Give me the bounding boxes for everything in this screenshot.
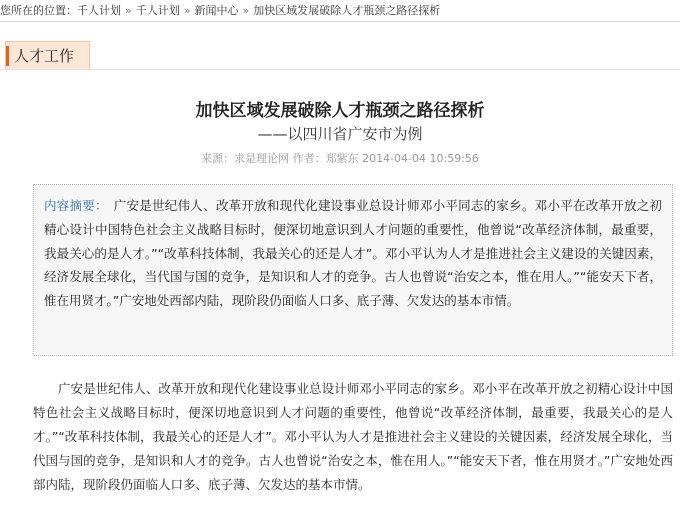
breadcrumb-link-qianren-1[interactable]: 千人计划 [77,4,121,17]
breadcrumb-separator: » [125,4,132,17]
abstract-box [33,184,673,356]
body-paragraph: 广安是世纪伟人、改革开放和现代化建设事业总设计师邓小平同志的家乡。邓小平在改革开放之初精心设计中国特色社会主义战略目标时，便深切地意识到人才问题的重要性，他曾说“改革经济体制，最重要，我最关心的是人才。”“改革科技体制，我最关心的还是人才”。邓小平认为人才是推进社会主义建设的关键因素，经济发展全球化，当代国与国的竞争，是知识和人才的竞争。古人也曾说“治安之本，惟在用人。”“能安天下者，惟在用贤才。”广安地处西部内陆，现阶段仍面临人口多、底子薄、欠发达的基本市情。 [33,381,673,492]
article-subtitle: ——以四川省广安市为例 [257,125,423,143]
article-body [33,377,673,497]
abstract-label: 内容摘要： [44,198,108,213]
breadcrumb-separator: » [183,4,191,17]
section-header [0,41,680,70]
breadcrumb-link-qianren-2[interactable]: 千人计划 [135,4,180,17]
breadcrumb-link-news-center[interactable]: 新闻中心 [194,4,239,17]
breadcrumb-prefix: 您所在的位置： [0,4,77,17]
abstract-text: 广安是世纪伟人、改革开放和现代化建设事业总设计师邓小平同志的家乡。邓小平在改革开放之初精心设计中国特色社会主义战略目标时，便深切地意识到人才问题的重要性，他曾说“改革经济体制，最重要，我最关心的是人才。”“改革科技体制，我最关心的还是人才”。邓小平认为人才是推进社会主义建设的关键因素，经济发展全球化，当代国与国的竞争，是知识和人才的竞争。古人也曾说“治安之本，惟在用人。”“能安天下者，惟在用贤才。”广安地处西部内陆，现阶段仍面临人口多、底子薄、欠发达的基本市情。 [44,198,662,309]
breadcrumb [0,0,680,22]
article-meta: 来源：求是理论网 作者：郑紫东 2014-04-04 10:59:56 [201,152,479,165]
section-tab-talent-work: 人才工作 [5,41,90,69]
article-title: 加快区域发展破除人才瓶颈之路径探析 [195,101,485,121]
breadcrumb-current: 加快区域发展破除人才瓶颈之路径探析 [253,4,441,17]
breadcrumb-separator: » [242,4,250,17]
